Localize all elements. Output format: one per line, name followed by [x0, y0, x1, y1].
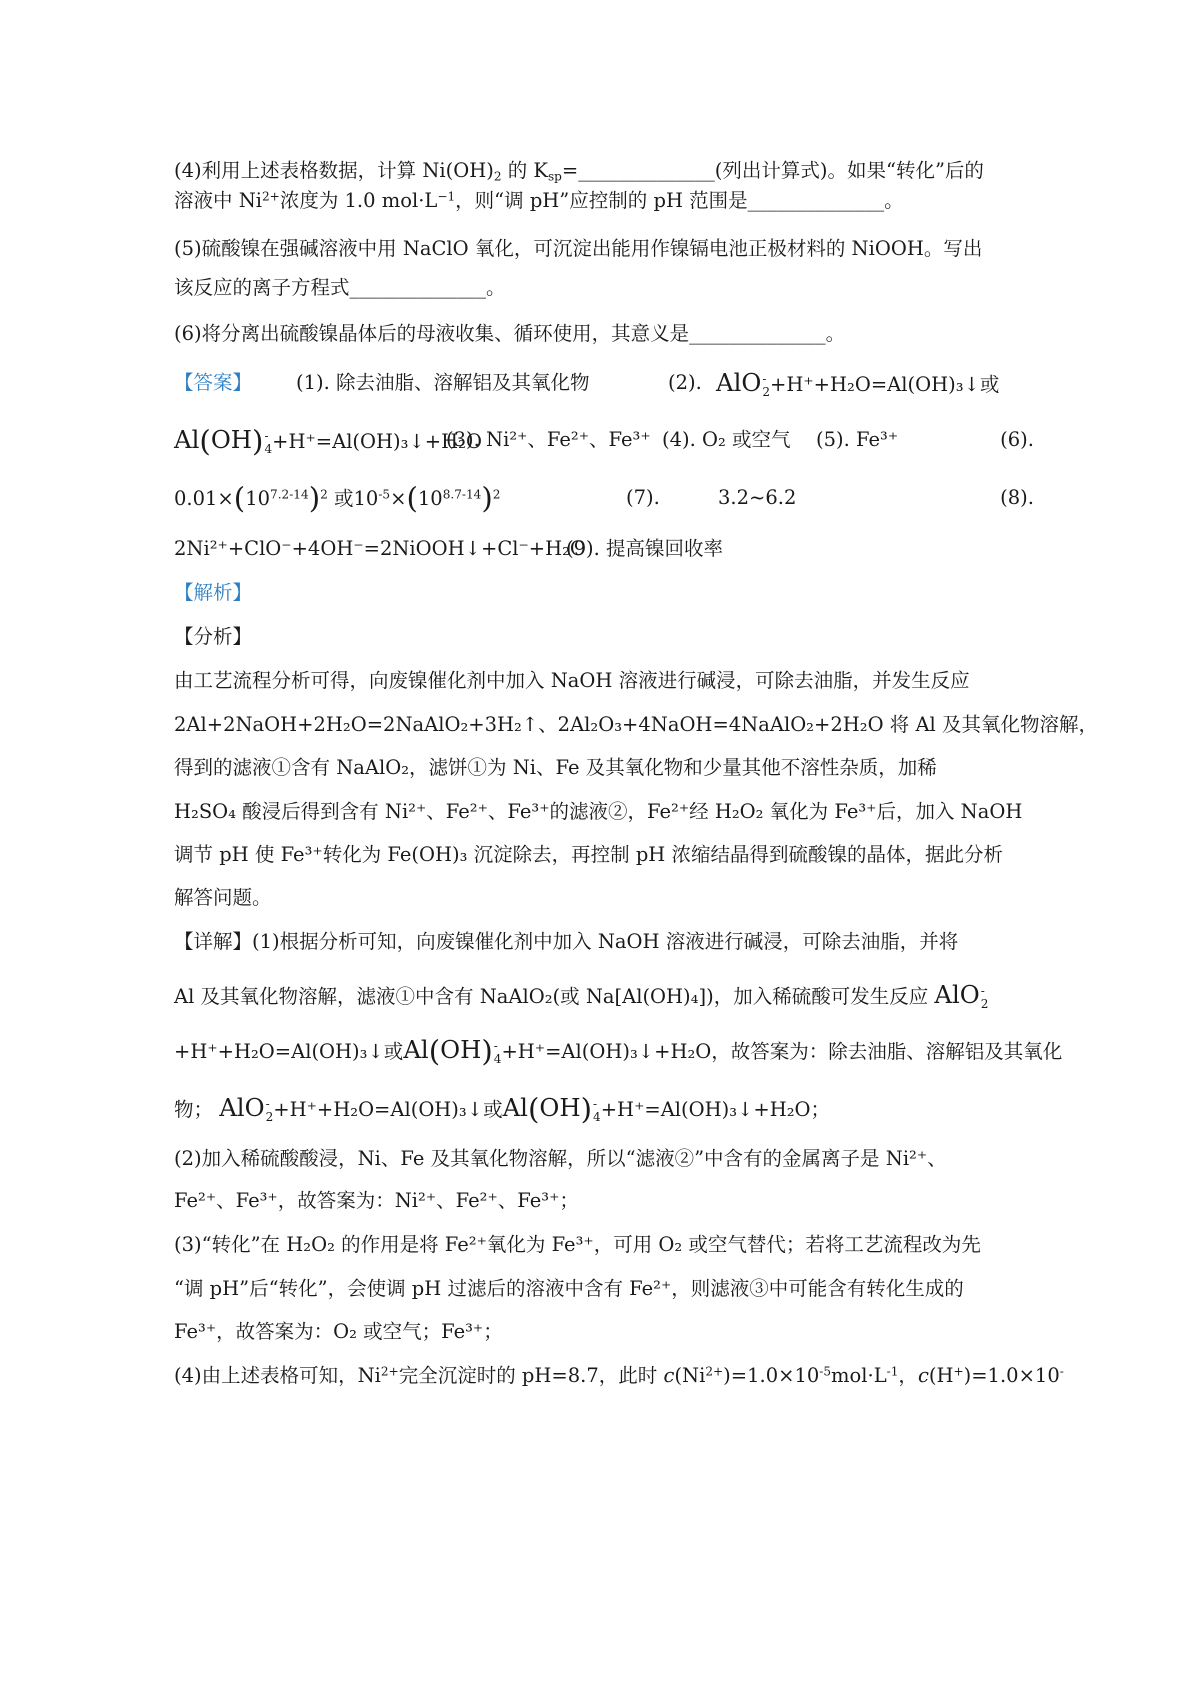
detail-q3-line-1: (3)“转化”在 H₂O₂ 的作用是将 Fe²⁺氧化为 Fe³⁺，可用 O₂ 或空气替代；若将工艺流程改为先	[174, 1233, 981, 1256]
q4-line-1	[174, 156, 1034, 186]
answer-2-num: (2).	[668, 371, 702, 394]
q5-line-1: (5)硫酸镍在强碱溶液中用 NaClO 氧化，可沉淀出能用作镍镉电池正极材料的 NiOOH。写出	[174, 237, 983, 260]
answer-tag: 【答案】	[174, 371, 253, 394]
detail-line-3: +H⁺+H₂O=Al(OH)₃↓或Al(OH) - 4 +H⁺=Al(OH)₃↓+H₂O，故答案为：除去油脂、溶解铝及其氧化	[174, 1033, 1063, 1068]
answer-6-expr: $0.01\times(10^{7.2-14})^2$ 或$10^{-5}\times(10^{8.7-14})^2$	[174, 481, 501, 515]
q6-line-1: (6)将分离出硫酸镍晶体后的母液收集、循环使用，其意义是______________。	[174, 322, 846, 345]
analysis-p2: 2Al+2NaOH+2H₂O=2NaAlO₂+3H₂↑、2Al₂O₃+4NaOH=4NaAlO₂+2H₂O 将 Al 及其氧化物溶解，	[174, 713, 1098, 736]
answer-2-eq: AlO - 2 +H⁺+H₂O=Al(OH)₃↓或	[716, 368, 1000, 399]
detail-q2-line-1: (2)加入稀硫酸酸浸，Ni、Fe 及其氧化物溶解，所以“滤液②”中含有的金属离子是 Ni²⁺、	[174, 1147, 947, 1170]
answer-1: (1). 除去油脂、溶解铝及其氧化物	[296, 371, 590, 394]
answer-2-eq-cont: Al(OH) - 4 +H⁺=Al(OH)₃↓+H₂O	[174, 423, 482, 458]
answer-line-2	[174, 425, 1034, 457]
analysis-tag: 【解析】	[174, 581, 253, 604]
answer-9: (9). 提高镍回收率	[566, 537, 724, 560]
q4-text: (4)利用上述表格数据，计算 $Ni(OH)_2$ 的 $K_{sp}=\_\_\_\_\_\_\_\_\_\_\_\_\_\_$(列出计算式)。如果“转化”后的	[174, 159, 984, 184]
detail-q4-line-1: (4)由上述表格可知，$Ni^{2+}$完全沉淀时的 pH=8.7，此时 $c(Ni^{2+})=1.0\times 10^{-5}mol\cdot L^{-1}$，c(H+)=1.0×10-	[174, 1364, 1064, 1387]
answer-3: (3). Ni²⁺、Fe²⁺、Fe³⁺	[446, 428, 651, 451]
detail-q3-line-2: “调 pH”后“转化”，会使调 pH 过滤后的溶液中含有 Fe²⁺，则滤液③中可能含有转化生成的	[174, 1277, 964, 1300]
detail-tag: 【详解】	[174, 930, 253, 953]
analysis-p6: 解答问题。	[174, 886, 272, 909]
analysis-p1: 由工艺流程分析可得，向废镍催化剂中加入 NaOH 溶液进行碱浸，可除去油脂，并发生反应	[174, 669, 970, 692]
analysis-p4: H₂SO₄ 酸浸后得到含有 Ni²⁺、Fe²⁺、Fe³⁺的滤液②，Fe²⁺经 H₂O₂ 氧化为 Fe³⁺后，加入 NaOH	[174, 800, 1023, 823]
detail-q2-line-2: Fe²⁺、Fe³⁺，故答案为：Ni²⁺、Fe²⁺、Fe³⁺；	[174, 1189, 579, 1212]
answer-8: 2Ni²⁺+ClO⁻+4OH⁻=2NiOOH↓+Cl⁻+H₂O	[174, 537, 586, 560]
analysis-p3: 得到的滤液①含有 NaAlO₂，滤饼①为 Ni、Fe 及其氧化物和少量其他不溶性杂质，加稀	[174, 756, 937, 779]
answer-6-num: (6).	[1000, 428, 1034, 451]
answer-7: 3.2~6.2	[718, 486, 797, 509]
answer-line-1	[174, 368, 1034, 398]
detail-line-4: 物； AlO - 2 +H⁺+H₂O=Al(OH)₃↓或Al(OH) - 4 +H⁺=Al(OH)₃↓+H₂O；	[174, 1091, 831, 1126]
detail-q3-line-3: Fe³⁺，故答案为：O₂ 或空气；Fe³⁺；	[174, 1320, 503, 1343]
answer-7-num: (7).	[626, 486, 660, 509]
answer-line-4	[174, 534, 1034, 564]
answer-5: (5). Fe³⁺	[816, 428, 899, 451]
answer-8-num: (8).	[1000, 486, 1034, 509]
detail-line-2: Al 及其氧化物溶解，滤液①中含有 NaAlO₂(或 Na[Al(OH)₄])，加入稀硫酸可发生反应 AlO - 2	[174, 980, 989, 1011]
answer-line-3	[174, 483, 1034, 514]
analysis-sub-tag: 【分析】	[174, 625, 253, 648]
q4-line-2: 溶液中 $Ni^{2+}$浓度为 1.0 $mol\cdot L^{-1}$，则“调 pH”应控制的 pH 范围是______________。	[174, 189, 904, 212]
q5-line-2: 该反应的离子方程式______________。	[174, 276, 506, 299]
answer-4: (4). O₂ 或空气	[662, 428, 791, 451]
analysis-p5: 调节 pH 使 Fe³⁺转化为 Fe(OH)₃ 沉淀除去，再控制 pH 浓缩结晶得到硫酸镍的晶体，据此分析	[174, 843, 1004, 866]
detail-line-1: 【详解】(1)根据分析可知，向废镍催化剂中加入 NaOH 溶液进行碱浸，可除去油脂，并将	[174, 930, 959, 953]
